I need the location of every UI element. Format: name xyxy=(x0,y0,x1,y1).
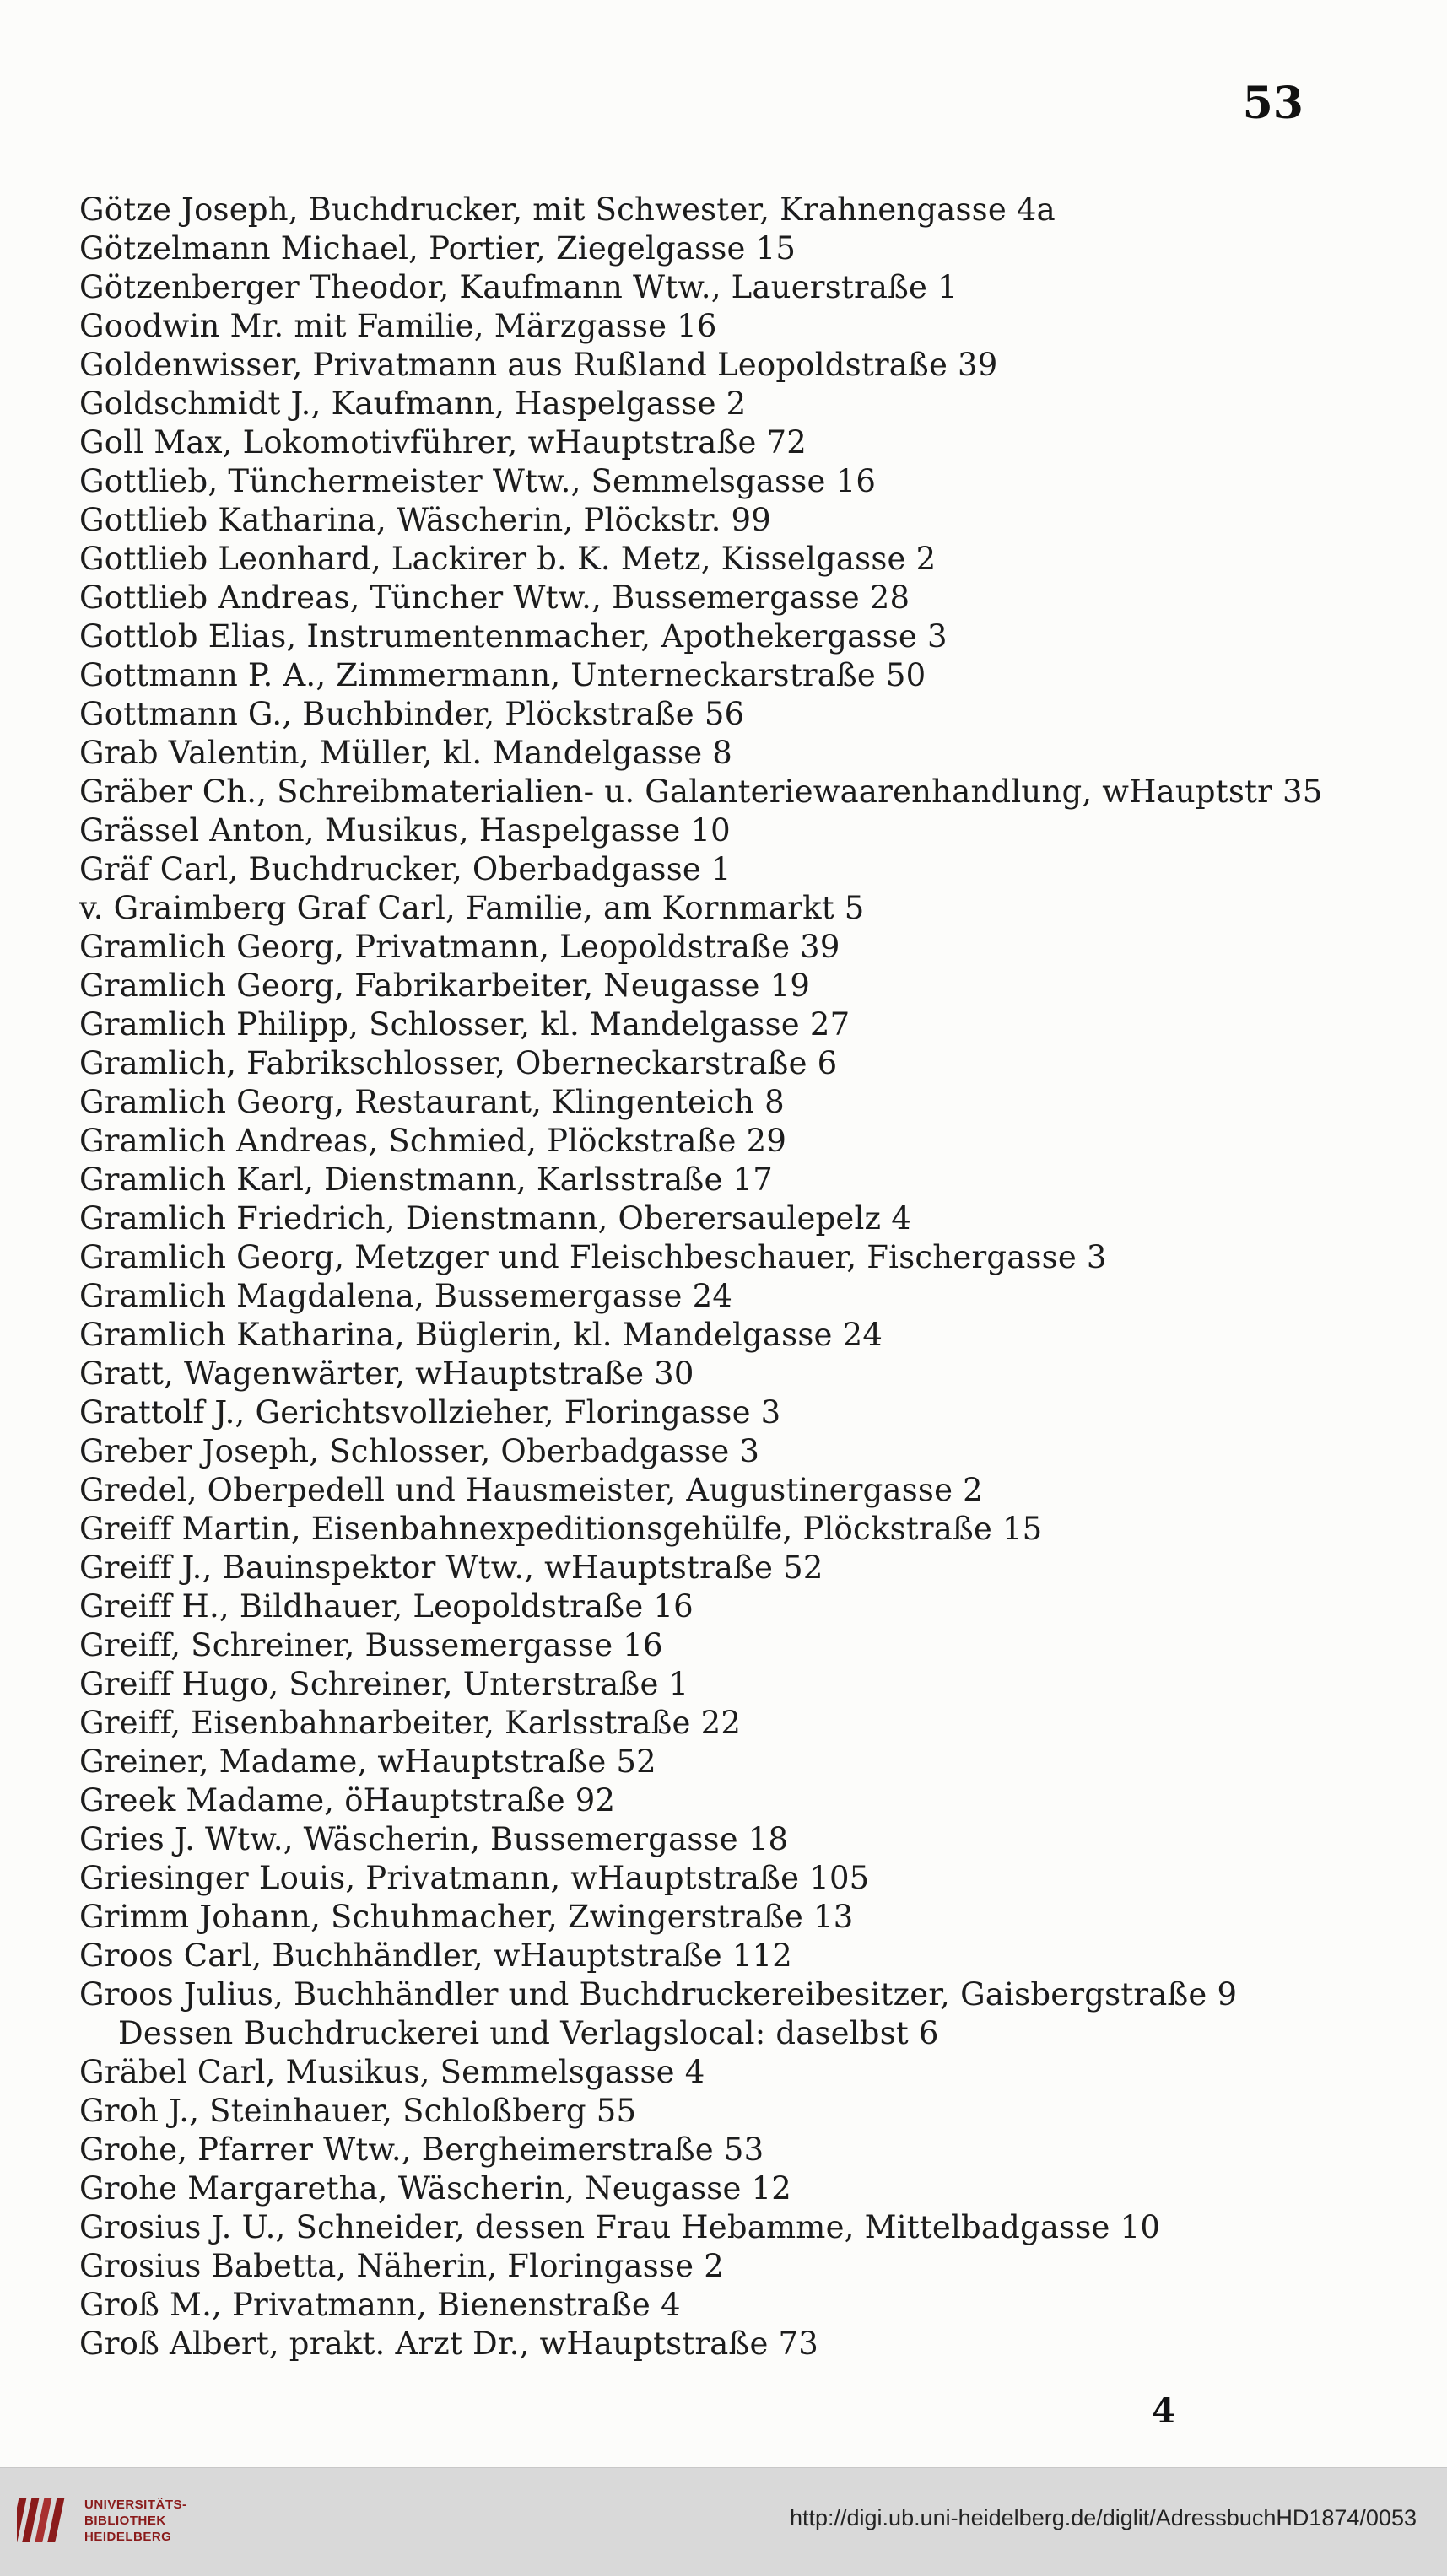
directory-entry: Grohe Margaretha, Wäscherin, Neugasse 12 xyxy=(79,2170,791,2207)
directory-entry: Greiff H., Bildhauer, Leopoldstraße 16 xyxy=(79,1588,694,1625)
directory-entry: Gräbel Carl, Musikus, Semmelsgasse 4 xyxy=(79,2054,705,2090)
directory-entry: Groß M., Privatmann, Bienenstraße 4 xyxy=(79,2287,681,2323)
directory-entry: Gottlieb Leonhard, Lackirer b. K. Metz, Kisselgasse 2 xyxy=(79,541,937,577)
directory-entry: Gottmann G., Buchbinder, Plöckstraße 56 xyxy=(79,696,745,732)
directory-entry: Gramlich Philipp, Schlosser, kl. Mandelgasse 27 xyxy=(79,1006,850,1043)
directory-entry: Gottmann P. A., Zimmermann, Unterneckarstraße 50 xyxy=(79,657,926,693)
directory-entry: Götzelmann Michael, Portier, Ziegelgasse 15 xyxy=(79,230,796,267)
directory-entry: Greiff, Schreiner, Bussemergasse 16 xyxy=(79,1627,663,1663)
directory-entry: Greiff Martin, Eisenbahnexpeditionsgehülfe, Plöckstraße 15 xyxy=(79,1511,1043,1547)
footer-bar xyxy=(0,2467,1447,2576)
directory-entry: Grattolf J., Gerichtsvollzieher, Floringasse 3 xyxy=(79,1394,781,1431)
page-number: 53 xyxy=(1242,78,1304,129)
library-name xyxy=(84,2497,211,2545)
directory-entry: Grimm Johann, Schuhmacher, Zwingerstraße 13 xyxy=(79,1899,854,1935)
directory-entry: Gottlieb Katharina, Wäscherin, Plöckstr. 99 xyxy=(79,502,771,538)
directory-entry: Gramlich Magdalena, Bussemergasse 24 xyxy=(79,1278,733,1314)
directory-entry: Gramlich Friedrich, Dienstmann, Oberersaulepelz 4 xyxy=(79,1200,911,1237)
directory-entry: Griesinger Louis, Privatmann, wHauptstraße 105 xyxy=(79,1860,870,1896)
directory-entry: Grab Valentin, Müller, kl. Mandelgasse 8 xyxy=(79,735,733,771)
directory-entry: Götze Joseph, Buchdrucker, mit Schwester, Krahnengasse 4a xyxy=(79,191,1056,228)
library-name-line: HEIDELBERG xyxy=(84,2530,172,2544)
library-name-line: BIBLIOTHEK xyxy=(84,2514,166,2528)
directory-entries xyxy=(79,191,1396,2363)
directory-entry: Goodwin Mr. mit Familie, Märzgasse 16 xyxy=(79,308,717,344)
directory-entry: Gredel, Oberpedell und Hausmeister, Augustinergasse 2 xyxy=(79,1472,983,1508)
directory-entry: Gramlich Katharina, Büglerin, kl. Mandelgasse 24 xyxy=(79,1317,883,1353)
directory-entry: Groß Albert, prakt. Arzt Dr., wHauptstraße 73 xyxy=(79,2325,818,2362)
signature-mark: 4 xyxy=(1152,2391,1175,2431)
directory-entry: Grohe, Pfarrer Wtw., Bergheimerstraße 53 xyxy=(79,2131,764,2168)
directory-entry: Gottlieb Andreas, Tüncher Wtw., Bussemergasse 28 xyxy=(79,579,910,616)
directory-entry: Grässel Anton, Musikus, Haspelgasse 10 xyxy=(79,812,731,849)
directory-entry: Gramlich Karl, Dienstmann, Karlsstraße 17 xyxy=(79,1161,773,1198)
directory-entry: Gramlich Georg, Privatmann, Leopoldstraße 39 xyxy=(79,929,840,965)
directory-entry: Gräf Carl, Buchdrucker, Oberbadgasse 1 xyxy=(79,851,732,887)
directory-entry: Gramlich Andreas, Schmied, Plöckstraße 29 xyxy=(79,1123,787,1159)
directory-entry: Gottlob Elias, Instrumentenmacher, Apothekergasse 3 xyxy=(79,618,948,655)
directory-entry: Greber Joseph, Schlosser, Oberbadgasse 3 xyxy=(79,1433,760,1469)
directory-entry: Goll Max, Lokomotivführer, wHauptstraße 72 xyxy=(79,424,807,461)
source-url-link[interactable]: http://digi.ub.uni-heidelberg.de/diglit/AdressbuchHD1874/0053 xyxy=(789,2505,1417,2530)
directory-entry: Gottlieb, Tünchermeister Wtw., Semmelsgasse 16 xyxy=(79,463,877,499)
directory-entry: Greiff J., Bauinspektor Wtw., wHauptstraße 52 xyxy=(79,1549,823,1586)
directory-entry: Grosius J. U., Schneider, dessen Frau Hebamme, Mittelbadgasse 10 xyxy=(79,2209,1161,2245)
directory-entry: v. Graimberg Graf Carl, Familie, am Kornmarkt 5 xyxy=(79,890,865,926)
directory-entry: Greiff Hugo, Schreiner, Unterstraße 1 xyxy=(79,1666,689,1702)
directory-entry: Greek Madame, öHauptstraße 92 xyxy=(79,1782,616,1819)
directory-entry: Goldschmidt J., Kaufmann, Haspelgasse 2 xyxy=(79,385,747,422)
directory-entry: Groos Carl, Buchhändler, wHauptstraße 112 xyxy=(79,1937,792,1974)
directory-entry: Greiner, Madame, wHauptstraße 52 xyxy=(79,1743,656,1780)
directory-entry: Greiff, Eisenbahnarbeiter, Karlsstraße 22 xyxy=(79,1705,742,1741)
directory-entry: Gries J. Wtw., Wäscherin, Bussemergasse 18 xyxy=(79,1821,789,1857)
library-logo[interactable] xyxy=(17,2487,211,2557)
library-name-line: UNIVERSITÄTS- xyxy=(84,2498,187,2512)
directory-entry: Groh J., Steinhauer, Schloßberg 55 xyxy=(79,2093,637,2129)
directory-entry: Dessen Buchdruckerei und Verlagslocal: daselbst 6 xyxy=(118,2015,939,2051)
directory-entry: Gratt, Wagenwärter, wHauptstraße 30 xyxy=(79,1355,694,1392)
directory-entry: Gramlich Georg, Restaurant, Klingenteich 8 xyxy=(79,1084,785,1120)
directory-entry: Groos Julius, Buchhändler und Buchdruckereibesitzer, Gaisbergstraße 9 xyxy=(79,1976,1238,2013)
directory-entry: Gräber Ch., Schreibmaterialien- u. Galanteriewaarenhandlung, wHauptstr 35 xyxy=(79,773,1323,810)
directory-entry: Gramlich, Fabrikschlosser, Oberneckarstraße 6 xyxy=(79,1045,838,1081)
directory-entry: Gramlich Georg, Fabrikarbeiter, Neugasse 19 xyxy=(79,967,811,1004)
directory-entry: Grosius Babetta, Näherin, Floringasse 2 xyxy=(79,2248,724,2284)
directory-entry: Gramlich Georg, Metzger und Fleischbeschauer, Fischergasse 3 xyxy=(79,1239,1107,1275)
university-library-logo-icon xyxy=(17,2492,78,2552)
directory-entry: Goldenwisser, Privatmann aus Rußland Leopoldstraße 39 xyxy=(79,347,998,383)
directory-entry: Götzenberger Theodor, Kaufmann Wtw., Lauerstraße 1 xyxy=(79,269,958,305)
